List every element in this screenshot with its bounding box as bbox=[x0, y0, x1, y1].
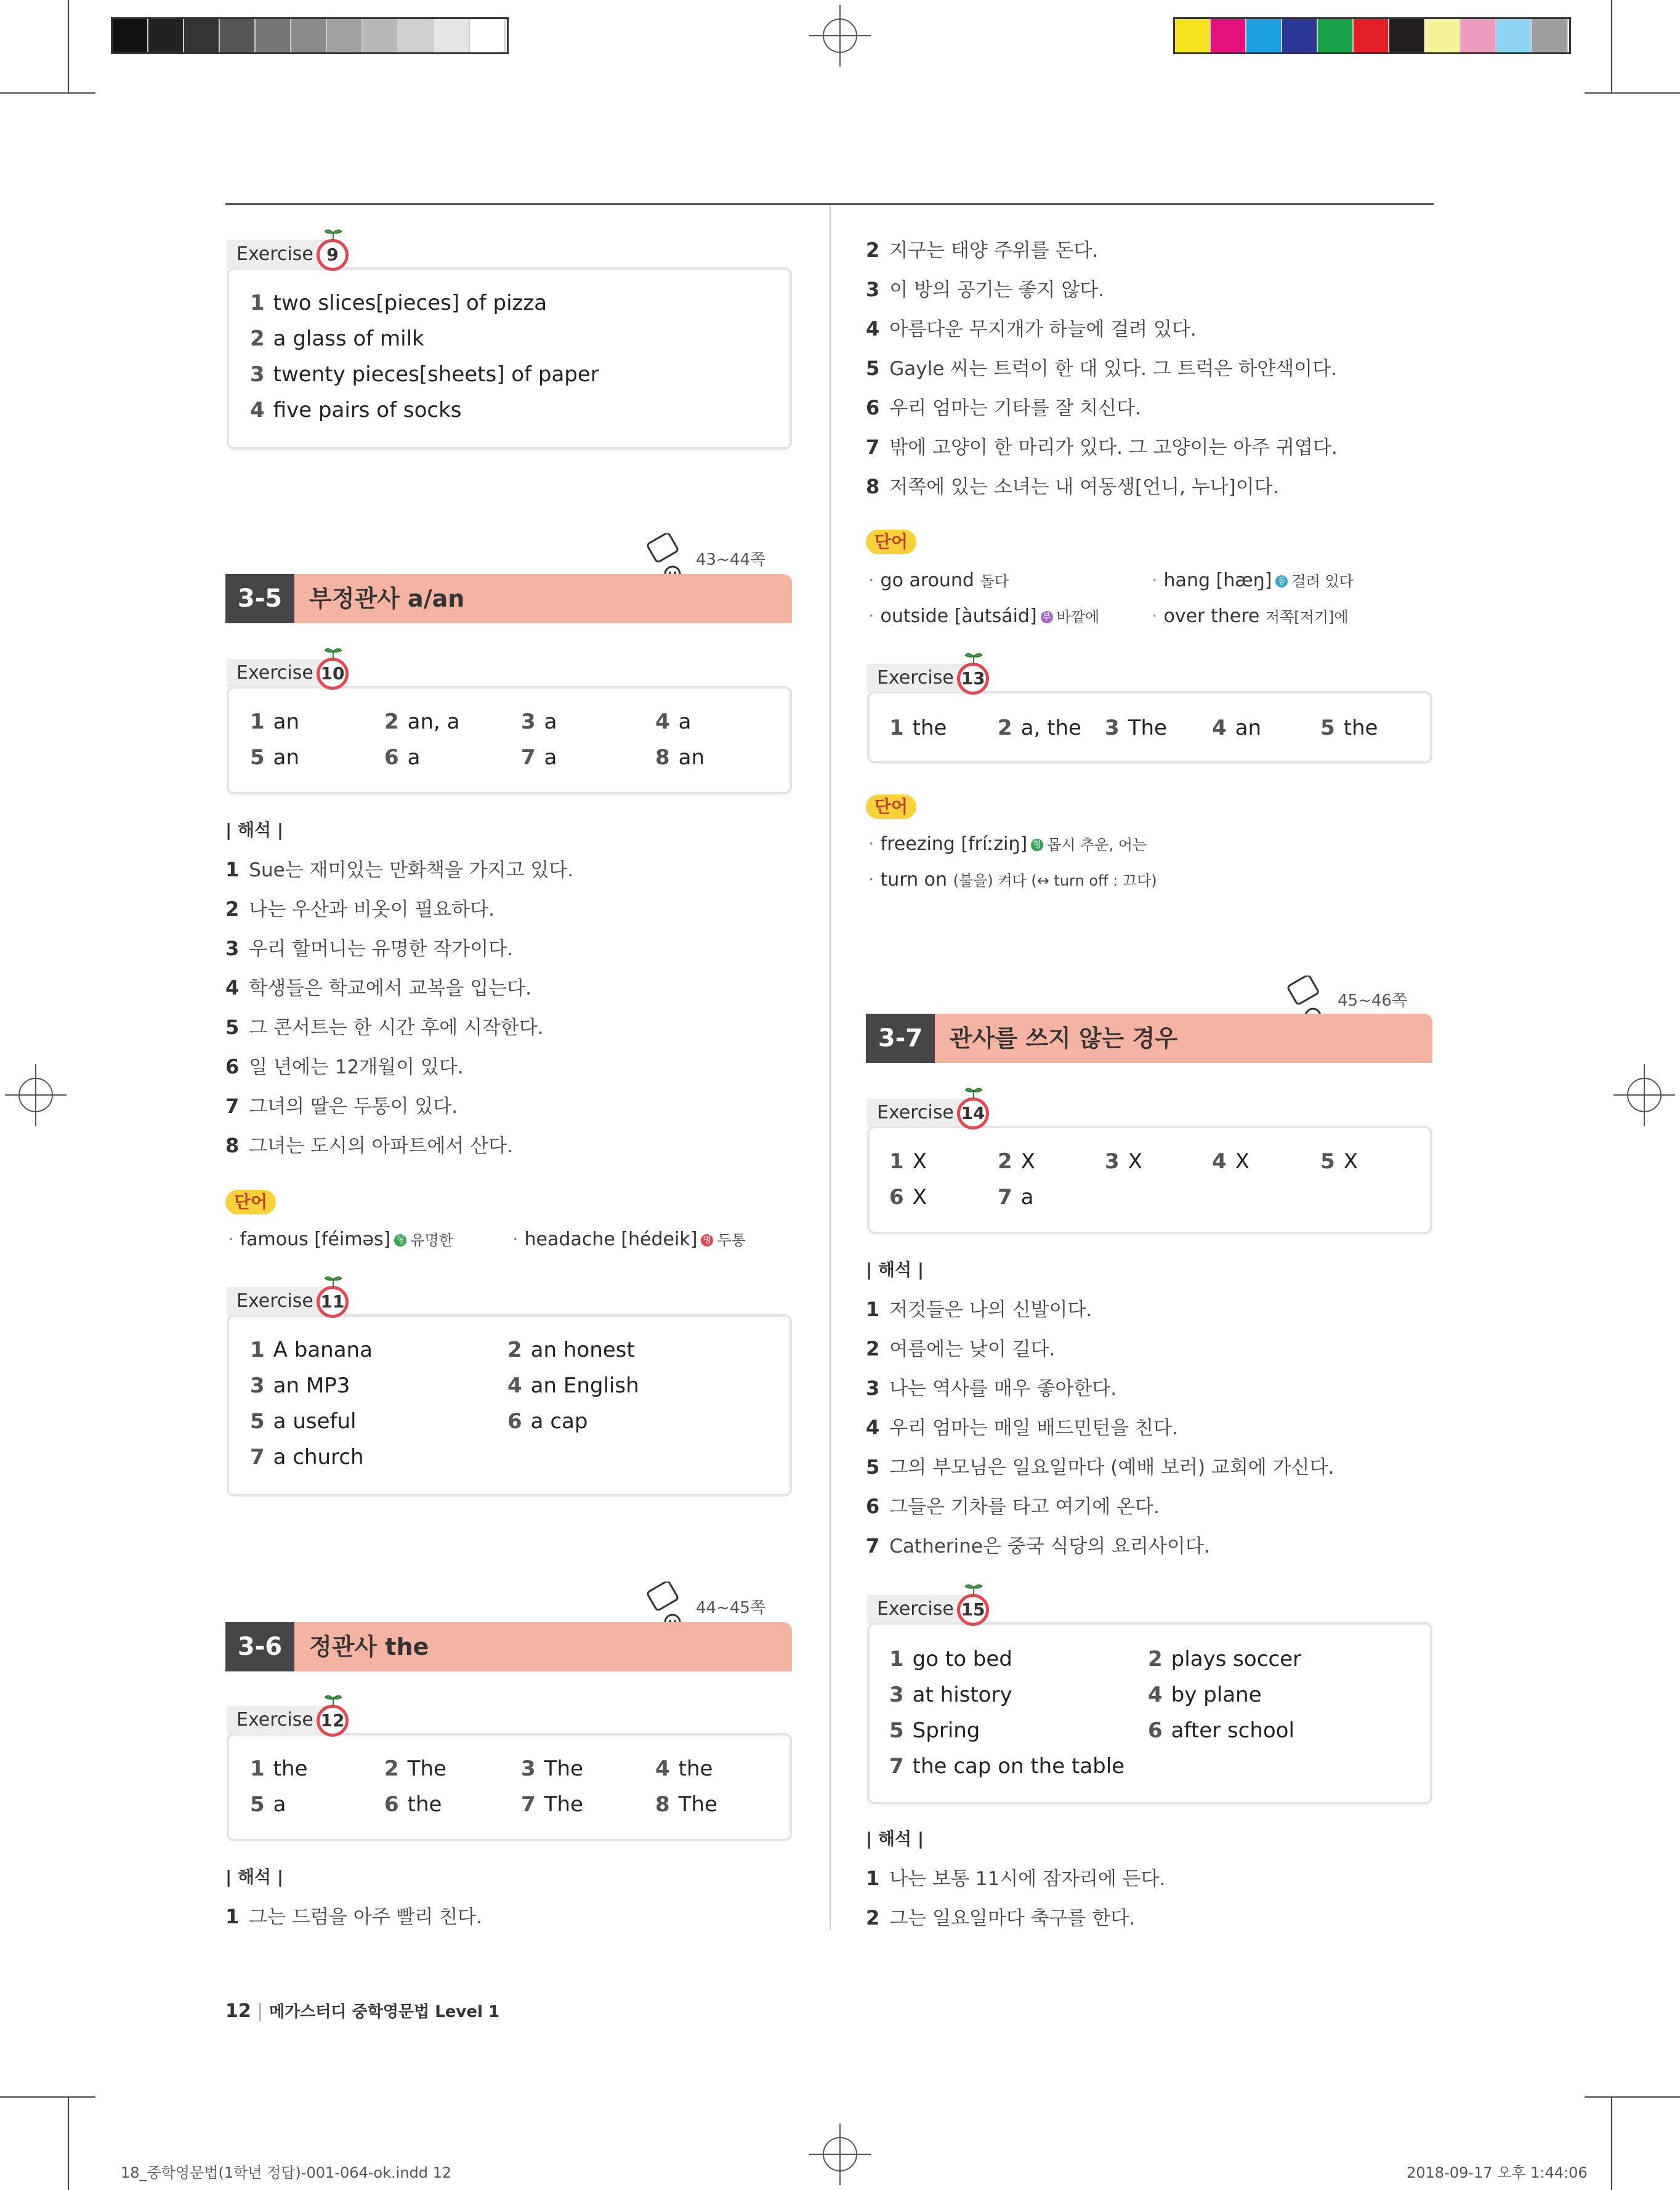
leaf-icon bbox=[324, 1274, 342, 1287]
answer-item: 1 X bbox=[889, 1149, 927, 1174]
crop-mark bbox=[68, 2098, 69, 2190]
translation-heading: | 해석 | bbox=[866, 1828, 924, 1849]
page-reference: 43~44쪽 bbox=[696, 551, 766, 569]
translation-line: 6 일 년에는 12개월이 있다. bbox=[225, 1055, 464, 1078]
crop-mark bbox=[68, 0, 69, 92]
calibration-swatch bbox=[434, 19, 470, 52]
calibration-swatch bbox=[1496, 19, 1532, 52]
translation-line: 3 이 방의 공기는 좋지 않다. bbox=[866, 278, 1104, 301]
calibration-swatch bbox=[1461, 19, 1496, 52]
section-title: 부정관사 a/an bbox=[309, 585, 465, 612]
crop-mark bbox=[0, 2096, 95, 2098]
translation-heading: | 해석 | bbox=[866, 1259, 924, 1280]
crop-mark bbox=[1611, 2098, 1612, 2190]
page-reference: 45~46쪽 bbox=[1338, 992, 1408, 1010]
translation-line: 6 우리 엄마는 기타를 잘 치신다. bbox=[866, 396, 1141, 419]
crop-mark bbox=[1611, 0, 1612, 92]
page-reference: 44~45쪽 bbox=[696, 1599, 766, 1617]
leaf-icon bbox=[964, 1582, 983, 1595]
answer-item: 1 the bbox=[889, 716, 947, 740]
crop-mark bbox=[1585, 2096, 1680, 2098]
answer-item: 3 a bbox=[521, 709, 557, 734]
answer-item: 2 an honest bbox=[507, 1338, 635, 1362]
exercise-label: Exercise bbox=[867, 664, 972, 692]
answer-item: 7 a bbox=[998, 1185, 1034, 1210]
exercise-label: Exercise bbox=[867, 1595, 972, 1623]
calibration-swatch bbox=[1246, 19, 1282, 52]
calibration-swatch bbox=[363, 19, 398, 52]
translation-line: 5 그 콘서트는 한 시간 후에 시작한다. bbox=[225, 1016, 544, 1039]
exercise-14-box bbox=[867, 1126, 1432, 1234]
translation-line: 5 Gayle 씨는 트럭이 한 대 있다. 그 트럭은 하얀색이다. bbox=[866, 357, 1337, 380]
answer-item: 8 an bbox=[655, 745, 705, 770]
exercise-label: Exercise bbox=[227, 240, 331, 269]
exercise-label: Exercise bbox=[227, 1287, 331, 1315]
answer-item: 7 a church bbox=[250, 1445, 364, 1469]
answer-item: 6 a cap bbox=[507, 1409, 588, 1434]
answer-item: 2 plays soccer bbox=[1148, 1647, 1301, 1671]
section-title: 관사를 쓰지 않는 경우 bbox=[950, 1025, 1178, 1052]
answer-item: 4 an English bbox=[507, 1373, 639, 1398]
answer-item: 4 a bbox=[655, 709, 692, 734]
exercise-label: Exercise bbox=[867, 1099, 972, 1127]
translation-line: 3 우리 할머니는 유명한 작가이다. bbox=[225, 937, 513, 960]
section-3-5-header bbox=[225, 574, 792, 623]
calibration-swatch bbox=[1389, 19, 1425, 52]
page-footer: 12 | 메가스터디 중학영문법 Level 1 bbox=[225, 2000, 500, 2022]
translation-line: 7 Catherine은 중국 식당의 요리사이다. bbox=[866, 1534, 1210, 1558]
vocab-item: · freezing [fríːziŋ] 형 몹시 추운, 어는 bbox=[868, 833, 1147, 855]
translation-line: 3 나는 역사를 매우 좋아한다. bbox=[866, 1376, 1117, 1400]
answer-item: 2 an, a bbox=[384, 709, 460, 734]
calibration-swatch bbox=[220, 19, 256, 52]
exercise-label: Exercise bbox=[227, 1706, 331, 1734]
slug-filename: 18_중학영문법(1학년 정답)-001-064-ok.indd 12 bbox=[121, 2164, 452, 2181]
answer-item: 8 The bbox=[655, 1792, 717, 1817]
answer-item: 2 The bbox=[384, 1756, 446, 1781]
leaf-icon bbox=[324, 1692, 342, 1706]
exercise-label: Exercise bbox=[227, 659, 331, 687]
slug-timestamp: 2018-09-17 오후 1:44:06 bbox=[1407, 2164, 1588, 2181]
calibration-swatch bbox=[148, 19, 184, 52]
answer-item: 2 X bbox=[998, 1149, 1035, 1174]
section-3-6-header bbox=[225, 1622, 792, 1671]
answer-item: 1 the bbox=[250, 1756, 308, 1781]
crop-mark bbox=[0, 92, 95, 94]
calibration-swatch bbox=[1211, 19, 1246, 52]
page-number: 12 bbox=[225, 2000, 251, 2022]
answer-item: 4 five pairs of socks bbox=[250, 398, 462, 422]
calibration-swatch bbox=[113, 19, 148, 52]
calibration-swatch bbox=[1282, 19, 1318, 52]
answer-item: 3 an MP3 bbox=[250, 1373, 350, 1398]
answer-item: 4 X bbox=[1212, 1149, 1250, 1174]
translation-line: 4 학생들은 학교에서 교복을 입는다. bbox=[225, 976, 531, 1000]
exercise-number-badge: 11 bbox=[317, 1286, 349, 1318]
translation-line: 7 그녀의 딸은 두통이 있다. bbox=[225, 1094, 458, 1118]
calibration-swatch bbox=[327, 19, 363, 52]
answer-item: 5 an bbox=[250, 745, 300, 770]
answer-item: 7 The bbox=[521, 1792, 583, 1817]
calibration-swatch bbox=[398, 19, 434, 52]
exercise-number-badge: 9 bbox=[317, 239, 349, 271]
vocab-item: · headache [hédeik] 명 두통 bbox=[512, 1229, 746, 1250]
answer-item: 5 a bbox=[250, 1792, 286, 1817]
vocab-item: · hang [hæŋ] 동 걸려 있다 bbox=[1152, 570, 1354, 591]
vocab-badge: 단어 bbox=[866, 530, 916, 554]
answer-item: 3 twenty pieces[sheets] of paper bbox=[250, 362, 599, 387]
calibration-swatch bbox=[1425, 19, 1461, 52]
book-title: 메가스터디 중학영문법 Level 1 bbox=[269, 2003, 500, 2021]
exercise-12-box bbox=[227, 1733, 792, 1841]
answer-item: 7 the cap on the table bbox=[889, 1754, 1125, 1779]
calibration-swatch bbox=[1175, 19, 1211, 52]
answer-item: 2 a glass of milk bbox=[250, 326, 424, 351]
vocab-item: · outside [àutsáid] 부 바깥에 bbox=[868, 605, 1100, 627]
translation-line: 4 우리 엄마는 매일 배드민턴을 친다. bbox=[866, 1416, 1178, 1439]
translation-line: 2 여름에는 낮이 길다. bbox=[866, 1337, 1056, 1360]
section-number: 3-6 bbox=[225, 1622, 294, 1671]
translation-line: 2 나는 우산과 비옷이 필요하다. bbox=[225, 897, 495, 921]
leaf-icon bbox=[324, 645, 342, 659]
answer-item: 3 at history bbox=[889, 1683, 1012, 1707]
exercise-10-box bbox=[227, 686, 792, 794]
answer-item: 1 go to bed bbox=[889, 1647, 1012, 1671]
registration-mark bbox=[809, 5, 871, 67]
calibration-swatch bbox=[256, 19, 291, 52]
translation-line: 7 밖에 고양이 한 마리가 있다. 그 고양이는 아주 귀엽다. bbox=[866, 435, 1338, 459]
leaf-icon bbox=[324, 227, 342, 240]
exercise-number-badge: 15 bbox=[957, 1594, 989, 1626]
exercise-number-badge: 14 bbox=[957, 1097, 989, 1129]
translation-line: 5 그의 부모님은 일요일마다 (예배 보러) 교회에 가신다. bbox=[866, 1455, 1335, 1479]
translation-line: 1 Sue는 재미있는 만화책을 가지고 있다. bbox=[225, 858, 574, 881]
answer-item: 2 a, the bbox=[998, 716, 1081, 740]
grayscale-calibration-bar bbox=[111, 17, 509, 54]
translation-line: 8 그녀는 도시의 아파트에서 산다. bbox=[225, 1134, 513, 1157]
answer-item: 6 the bbox=[384, 1792, 442, 1817]
answer-item: 5 X bbox=[1320, 1149, 1358, 1174]
answer-item: 3 The bbox=[1105, 716, 1167, 740]
registration-mark bbox=[809, 2123, 871, 2185]
calibration-swatch bbox=[184, 19, 220, 52]
translation-line: 2 지구는 태양 주위를 돈다. bbox=[866, 238, 1099, 262]
answer-item: 1 A banana bbox=[250, 1338, 373, 1362]
answer-item: 5 Spring bbox=[889, 1718, 980, 1743]
answer-item: 6 after school bbox=[1148, 1718, 1294, 1743]
color-calibration-bar bbox=[1173, 17, 1571, 54]
answer-item: 7 a bbox=[521, 745, 557, 770]
translation-line: 8 저쪽에 있는 소녀는 내 여동생[언니, 누나]이다. bbox=[866, 475, 1279, 498]
answer-item: 3 The bbox=[521, 1756, 583, 1781]
section-title: 정관사 the bbox=[309, 1633, 429, 1660]
registration-mark bbox=[1613, 1064, 1675, 1126]
exercise-number-badge: 13 bbox=[957, 663, 989, 695]
section-number: 3-7 bbox=[866, 1014, 935, 1063]
leaf-icon bbox=[964, 1085, 983, 1099]
registration-mark bbox=[5, 1064, 67, 1126]
translation-line: 1 저것들은 나의 신발이다. bbox=[866, 1298, 1092, 1321]
answer-item: 4 by plane bbox=[1148, 1683, 1262, 1707]
answer-item: 4 an bbox=[1212, 716, 1262, 740]
vocab-item: · over there 저쪽[저기]에 bbox=[1152, 605, 1349, 627]
crop-mark bbox=[1585, 92, 1680, 94]
leaf-icon bbox=[964, 650, 983, 664]
vocab-item: · turn on (불을) 켜다 (↔ turn off : 끄다) bbox=[868, 869, 1157, 891]
vocab-badge: 단어 bbox=[225, 1190, 276, 1214]
section-number: 3-5 bbox=[225, 574, 294, 623]
translation-line: 1 나는 보통 11시에 잠자리에 든다. bbox=[866, 1867, 1166, 1890]
vocab-badge: 단어 bbox=[866, 794, 916, 819]
answer-item: 1 an bbox=[250, 709, 300, 734]
calibration-swatch bbox=[470, 19, 506, 52]
section-3-7-header bbox=[866, 1014, 1432, 1063]
translation-line: 4 아름다운 무지개가 하늘에 걸려 있다. bbox=[866, 317, 1197, 341]
answer-item: 4 the bbox=[655, 1756, 713, 1781]
vocab-item: · go around 돌다 bbox=[868, 570, 1009, 591]
calibration-swatch bbox=[291, 19, 327, 52]
answer-item: 5 a useful bbox=[250, 1409, 357, 1434]
vocab-item: · famous [féiməs] 형 유명한 bbox=[228, 1229, 453, 1250]
translation-line: 2 그는 일요일마다 축구를 한다. bbox=[866, 1906, 1136, 1929]
column-divider bbox=[830, 205, 831, 1929]
translation-heading: | 해석 | bbox=[225, 820, 284, 840]
translation-heading: | 해석 | bbox=[225, 1867, 284, 1887]
exercise-number-badge: 12 bbox=[317, 1705, 349, 1737]
answer-item: 1 two slices[pieces] of pizza bbox=[250, 291, 547, 315]
calibration-swatch bbox=[1532, 19, 1568, 52]
translation-line: 1 그는 드럼을 아주 빨리 친다. bbox=[225, 1905, 482, 1928]
answer-item: 6 X bbox=[889, 1185, 927, 1210]
calibration-swatch bbox=[1318, 19, 1354, 52]
answer-item: 6 a bbox=[384, 745, 421, 770]
answer-item: 5 the bbox=[1320, 716, 1378, 740]
answer-item: 3 X bbox=[1105, 1149, 1142, 1174]
exercise-number-badge: 10 bbox=[317, 658, 349, 690]
calibration-swatch bbox=[1354, 19, 1389, 52]
translation-line: 6 그들은 기차를 타고 여기에 온다. bbox=[866, 1495, 1160, 1518]
